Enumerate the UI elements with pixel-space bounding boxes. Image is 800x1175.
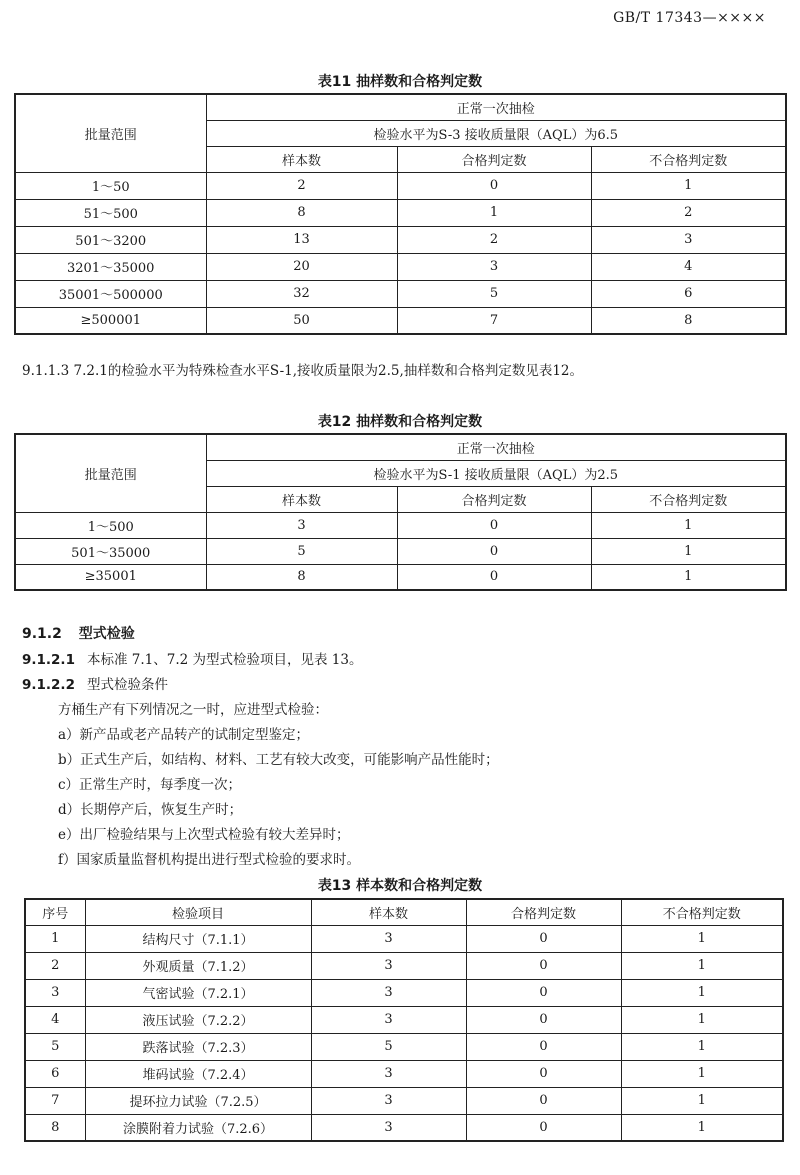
row-number: 5 bbox=[25, 1033, 85, 1060]
sample-size: 2 bbox=[206, 172, 397, 199]
table13-caption: 表13 样本数和合格判定数 bbox=[317, 878, 483, 894]
row-number: 7 bbox=[25, 1087, 85, 1114]
accept-number: 0 bbox=[397, 172, 591, 199]
table-row bbox=[25, 925, 783, 952]
table11-caption: 表11 抽样数和合格判定数 bbox=[317, 74, 483, 90]
accept-number: 7 bbox=[397, 307, 591, 334]
clause-number: 9.1.2.1 bbox=[22, 652, 75, 668]
accept-number: 0 bbox=[466, 1114, 621, 1141]
reject-number: 1 bbox=[621, 1033, 783, 1060]
reject-number: 3 bbox=[591, 226, 786, 253]
sample-size: 50 bbox=[206, 307, 397, 334]
table13-accept-header: 合格判定数 bbox=[466, 899, 621, 925]
test-item: 气密试验（7.2.1） bbox=[85, 979, 311, 1006]
row-number: 6 bbox=[25, 1060, 85, 1087]
row-number: 2 bbox=[25, 952, 85, 979]
table11-sample-header: 样本数 bbox=[206, 146, 397, 172]
accept-number: 0 bbox=[397, 512, 591, 538]
accept-number: 0 bbox=[466, 979, 621, 1006]
table13-item-header: 检验项目 bbox=[85, 899, 311, 925]
section-heading bbox=[22, 623, 135, 643]
list-item: d）长期停产后，恢复生产时； bbox=[58, 802, 243, 818]
test-item: 堆码试验（7.2.4） bbox=[85, 1060, 311, 1087]
table-row bbox=[25, 979, 783, 1006]
reject-number: 1 bbox=[621, 979, 783, 1006]
reject-number: 1 bbox=[621, 1087, 783, 1114]
reject-number: 1 bbox=[591, 172, 786, 199]
table-row bbox=[25, 1060, 783, 1087]
reject-number: 2 bbox=[591, 199, 786, 226]
table11-plan-header: 正常一次抽检 bbox=[206, 94, 786, 120]
reject-number: 1 bbox=[621, 925, 783, 952]
table13-reject-header: 不合格判定数 bbox=[621, 899, 783, 925]
section-title: 型式检验 bbox=[78, 626, 135, 642]
clause-number: 9.1.2.2 bbox=[22, 677, 75, 693]
accept-number: 0 bbox=[466, 1006, 621, 1033]
reject-number: 1 bbox=[591, 512, 786, 538]
table-row bbox=[25, 1006, 783, 1033]
clause-9122 bbox=[22, 673, 168, 693]
sample-size: 3 bbox=[311, 952, 466, 979]
table11-reject-header: 不合格判定数 bbox=[591, 146, 786, 172]
accept-number: 5 bbox=[397, 280, 591, 307]
row-number: 4 bbox=[25, 1006, 85, 1033]
reject-number: 8 bbox=[591, 307, 786, 334]
batch-range: 3201～35000 bbox=[15, 253, 206, 280]
table12-caption: 表12 抽样数和合格判定数 bbox=[317, 414, 483, 430]
table-row bbox=[15, 280, 786, 307]
accept-number: 0 bbox=[466, 952, 621, 979]
test-item: 液压试验（7.2.2） bbox=[85, 1006, 311, 1033]
reject-number: 6 bbox=[591, 280, 786, 307]
sample-size: 3 bbox=[311, 1114, 466, 1141]
table-row bbox=[25, 1114, 783, 1141]
batch-range: 1～500 bbox=[15, 512, 206, 538]
list-item: c）正常生产时，每季度一次； bbox=[58, 777, 242, 793]
clause-text: 型式检验条件 bbox=[86, 677, 168, 693]
sample-size: 20 bbox=[206, 253, 397, 280]
reject-number: 1 bbox=[591, 564, 786, 590]
sample-size: 5 bbox=[311, 1033, 466, 1060]
table13-sample-header: 样本数 bbox=[311, 899, 466, 925]
sample-size: 3 bbox=[311, 1060, 466, 1087]
sample-size: 3 bbox=[311, 1087, 466, 1114]
table-row bbox=[15, 512, 786, 538]
table11-level-header: 检验水平为S-3 接收质量限（AQL）为6.5 bbox=[206, 120, 786, 146]
reject-number: 1 bbox=[621, 952, 783, 979]
table12-accept-header: 合格判定数 bbox=[397, 486, 591, 512]
table12-sample-header: 样本数 bbox=[206, 486, 397, 512]
test-item: 跌落试验（7.2.3） bbox=[85, 1033, 311, 1060]
reject-number: 1 bbox=[591, 538, 786, 564]
sample-size: 8 bbox=[206, 199, 397, 226]
accept-number: 1 bbox=[397, 199, 591, 226]
document-code: GB/T 17343—×××× bbox=[613, 10, 766, 26]
sample-size: 3 bbox=[206, 512, 397, 538]
clause-9121 bbox=[22, 648, 362, 668]
accept-number: 0 bbox=[397, 538, 591, 564]
table-row bbox=[15, 172, 786, 199]
clause-9113: 9.1.1.3 7.2.1的检验水平为特殊检查水平S-1,接收质量限为2.5,抽样数和合格判定数见表12。 bbox=[22, 363, 583, 379]
list-item: e）出厂检验结果与上次型式检验有较大差异时； bbox=[58, 827, 350, 843]
reject-number: 1 bbox=[621, 1114, 783, 1141]
test-item: 提环拉力试验（7.2.5） bbox=[85, 1087, 311, 1114]
table12 bbox=[14, 433, 787, 591]
batch-range: 501～3200 bbox=[15, 226, 206, 253]
test-item: 外观质量（7.1.2） bbox=[85, 952, 311, 979]
test-item: 结构尺寸（7.1.1） bbox=[85, 925, 311, 952]
table-row bbox=[15, 199, 786, 226]
row-number: 3 bbox=[25, 979, 85, 1006]
table11 bbox=[14, 93, 787, 335]
accept-number: 3 bbox=[397, 253, 591, 280]
section-number: 9.1.2 bbox=[22, 626, 62, 642]
table13-no-header: 序号 bbox=[25, 899, 85, 925]
row-number: 8 bbox=[25, 1114, 85, 1141]
accept-number: 0 bbox=[397, 564, 591, 590]
sample-size: 5 bbox=[206, 538, 397, 564]
table-row bbox=[25, 1087, 783, 1114]
accept-number: 0 bbox=[466, 1060, 621, 1087]
list-item: b）正式生产后，如结构、材料、工艺有较大改变，可能影响产品性能时； bbox=[58, 752, 499, 768]
batch-range: 1～50 bbox=[15, 172, 206, 199]
table-row bbox=[15, 564, 786, 590]
reject-number: 1 bbox=[621, 1006, 783, 1033]
table-row bbox=[15, 253, 786, 280]
sample-size: 3 bbox=[311, 1006, 466, 1033]
batch-range: 51～500 bbox=[15, 199, 206, 226]
sample-size: 8 bbox=[206, 564, 397, 590]
batch-range: 35001～500000 bbox=[15, 280, 206, 307]
table11-accept-header: 合格判定数 bbox=[397, 146, 591, 172]
sample-size: 3 bbox=[311, 925, 466, 952]
table-row bbox=[15, 226, 786, 253]
accept-number: 0 bbox=[466, 1033, 621, 1060]
table12-level-header: 检验水平为S-1 接收质量限（AQL）为2.5 bbox=[206, 460, 786, 486]
table13 bbox=[24, 898, 784, 1142]
reject-number: 1 bbox=[621, 1060, 783, 1087]
accept-number: 0 bbox=[466, 925, 621, 952]
table-row bbox=[25, 952, 783, 979]
sample-size: 32 bbox=[206, 280, 397, 307]
batch-range: ≥35001 bbox=[15, 564, 206, 590]
batch-range: 501～35000 bbox=[15, 538, 206, 564]
row-number: 1 bbox=[25, 925, 85, 952]
table-row bbox=[15, 538, 786, 564]
table-row bbox=[25, 1033, 783, 1060]
sample-size: 3 bbox=[311, 979, 466, 1006]
table12-reject-header: 不合格判定数 bbox=[591, 486, 786, 512]
clause-text: 本标准 7.1、7.2 为型式检验项目，见表 13。 bbox=[86, 652, 363, 668]
table12-batch-header: 批量范围 bbox=[15, 434, 206, 512]
list-item: a）新产品或老产品转产的试制定型鉴定； bbox=[58, 727, 310, 743]
list-item: f）国家质量监督机构提出进行型式检验的要求时。 bbox=[58, 852, 360, 868]
table12-plan-header: 正常一次抽检 bbox=[206, 434, 786, 460]
conditions-intro: 方桶生产有下列情况之一时，应进型式检验： bbox=[58, 702, 328, 718]
test-item: 涂膜附着力试验（7.2.6） bbox=[85, 1114, 311, 1141]
accept-number: 2 bbox=[397, 226, 591, 253]
table-row bbox=[15, 307, 786, 334]
sample-size: 13 bbox=[206, 226, 397, 253]
accept-number: 0 bbox=[466, 1087, 621, 1114]
batch-range: ≥500001 bbox=[15, 307, 206, 334]
reject-number: 4 bbox=[591, 253, 786, 280]
table11-batch-header: 批量范围 bbox=[15, 94, 206, 172]
